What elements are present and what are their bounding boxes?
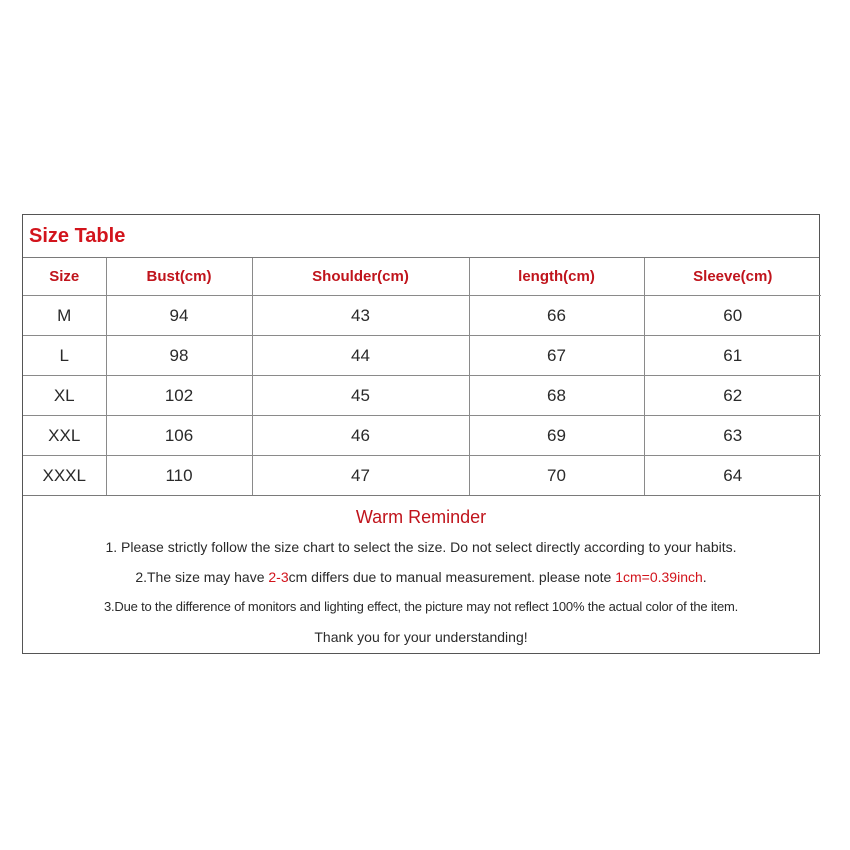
cell-length: 66 [469, 296, 644, 336]
reminder-line-4: Thank you for your understanding! [314, 629, 528, 645]
cell-sleeve: 61 [644, 336, 821, 376]
cell-shoulder: 45 [252, 376, 469, 416]
cell-shoulder: 43 [252, 296, 469, 336]
reminder-line-2-range: 2-3 [268, 569, 289, 585]
cell-size: XXXL [23, 456, 106, 496]
table-row [23, 376, 821, 416]
cell-length: 68 [469, 376, 644, 416]
cell-bust: 110 [106, 456, 252, 496]
cell-shoulder: 44 [252, 336, 469, 376]
warm-reminder-title: Warm Reminder [355, 507, 487, 527]
reminder-line-2-text-e: . [702, 569, 707, 585]
cell-bust: 102 [106, 376, 252, 416]
table-header-row [23, 258, 821, 296]
cell-size: M [23, 296, 106, 336]
header-shoulder: Shoulder(cm) [252, 258, 469, 296]
table-row [23, 296, 821, 336]
size-table [23, 258, 821, 496]
cell-sleeve: 63 [644, 416, 821, 456]
table-row [23, 456, 821, 496]
cell-bust: 94 [106, 296, 252, 336]
header-size: Size [23, 258, 106, 296]
cell-size: L [23, 336, 106, 376]
cell-sleeve: 60 [644, 296, 821, 336]
cell-size: XL [23, 376, 106, 416]
header-sleeve: Sleeve(cm) [644, 258, 821, 296]
reminder-line-1: 1. Please strictly follow the size chart to select the size. Do not select directly according to your habits. [105, 539, 737, 555]
cell-length: 70 [469, 456, 644, 496]
cell-length: 67 [469, 336, 644, 376]
cell-sleeve: 62 [644, 376, 821, 416]
table-row [23, 336, 821, 376]
reminder-line-2-conversion: 1cm=0.39inch [615, 569, 703, 585]
size-table-title: Size Table [23, 215, 819, 258]
cell-size: XXL [23, 416, 106, 456]
table-row [23, 416, 821, 456]
reminder-line-2-text-a: 2.The size may have [135, 569, 269, 585]
cell-shoulder: 47 [252, 456, 469, 496]
header-length: length(cm) [469, 258, 644, 296]
header-bust: Bust(cm) [106, 258, 252, 296]
cell-bust: 98 [106, 336, 252, 376]
cell-bust: 106 [106, 416, 252, 456]
size-table-card [22, 214, 820, 654]
cell-shoulder: 46 [252, 416, 469, 456]
cell-length: 69 [469, 416, 644, 456]
reminder-line-3: 3.Due to the difference of monitors and lighting effect, the picture may not reflect 100% the actual color of the item. [103, 599, 739, 614]
reminder-line-2-text-c: cm differs due to manual measurement. please note [288, 569, 616, 585]
warm-reminder-section [23, 502, 819, 652]
cell-sleeve: 64 [644, 456, 821, 496]
reminder-line-2 [23, 562, 819, 592]
